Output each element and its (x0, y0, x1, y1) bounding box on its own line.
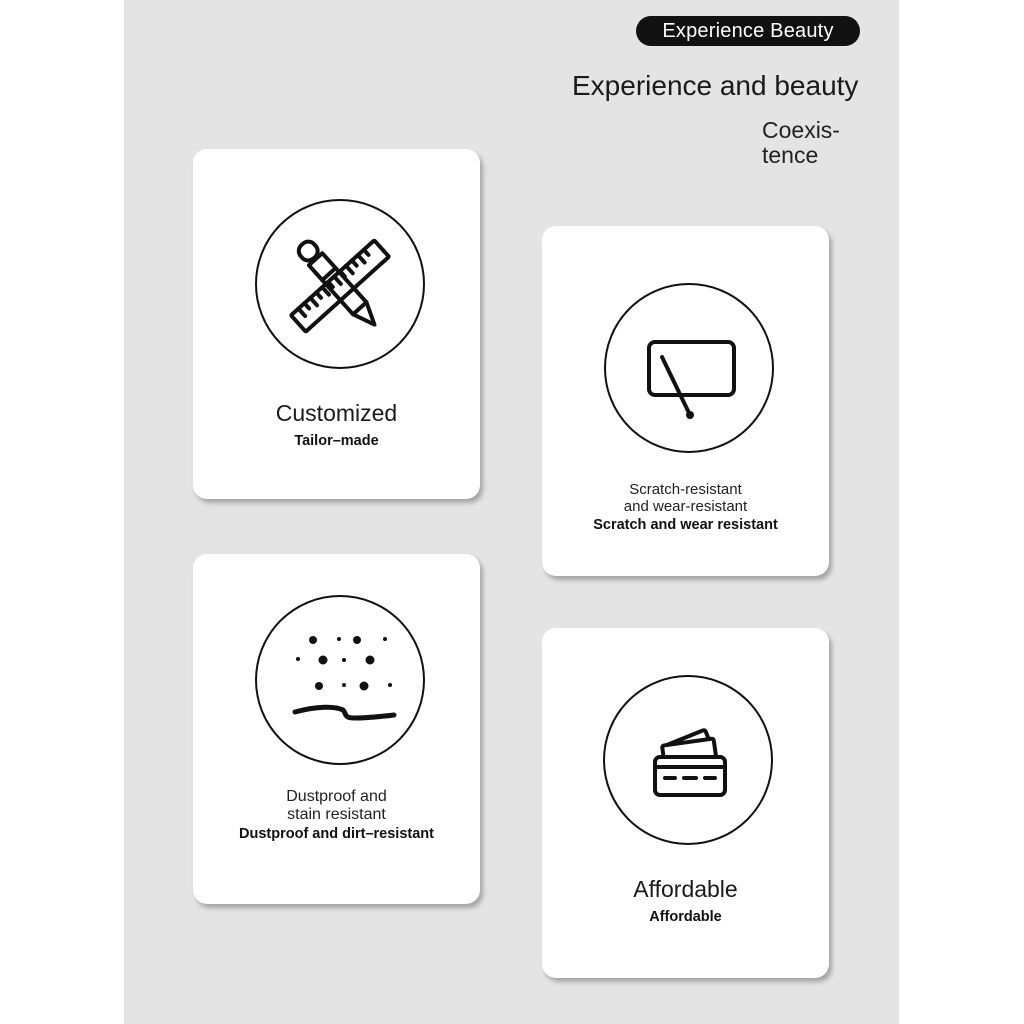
card-label-line-1: Dustproof and (286, 788, 387, 805)
card-label (193, 788, 480, 824)
card-subtitle: Scratch and wear resistant (593, 517, 778, 533)
scratched-screen-icon (606, 285, 772, 451)
card-subtitle: Tailor–made (294, 433, 379, 449)
card-title: Affordable (633, 876, 738, 902)
icon-circle (255, 595, 425, 765)
dust-particles-icon (257, 597, 423, 763)
card-label (542, 481, 829, 515)
card-subtitle: Affordable (649, 909, 722, 925)
icon-circle (603, 675, 773, 845)
wallet-cards-icon (605, 677, 771, 843)
headline: Experience and beauty (572, 70, 859, 101)
subheadline-line-1: Coexis- (762, 117, 840, 143)
card-subtitle: Dustproof and dirt–resistant (239, 826, 434, 842)
card-title: Customized (275, 400, 398, 426)
card-label-line-1: Scratch-resistant (629, 481, 742, 498)
heading-badge: Experience Beauty (636, 16, 860, 46)
card-label-line-2: stain resistant (287, 806, 386, 823)
subheadline-line-2: tence (762, 142, 819, 168)
feature-card-affordable (542, 628, 829, 978)
feature-card-customized (193, 149, 480, 499)
icon-circle (604, 283, 774, 453)
feature-card-scratch-resistant (542, 226, 829, 576)
feature-card-dustproof (193, 554, 480, 904)
subheadline (762, 118, 872, 168)
card-label-line-2: and wear-resistant (623, 498, 748, 515)
icon-circle (255, 199, 425, 369)
ruler-pencil-icon (257, 201, 423, 367)
